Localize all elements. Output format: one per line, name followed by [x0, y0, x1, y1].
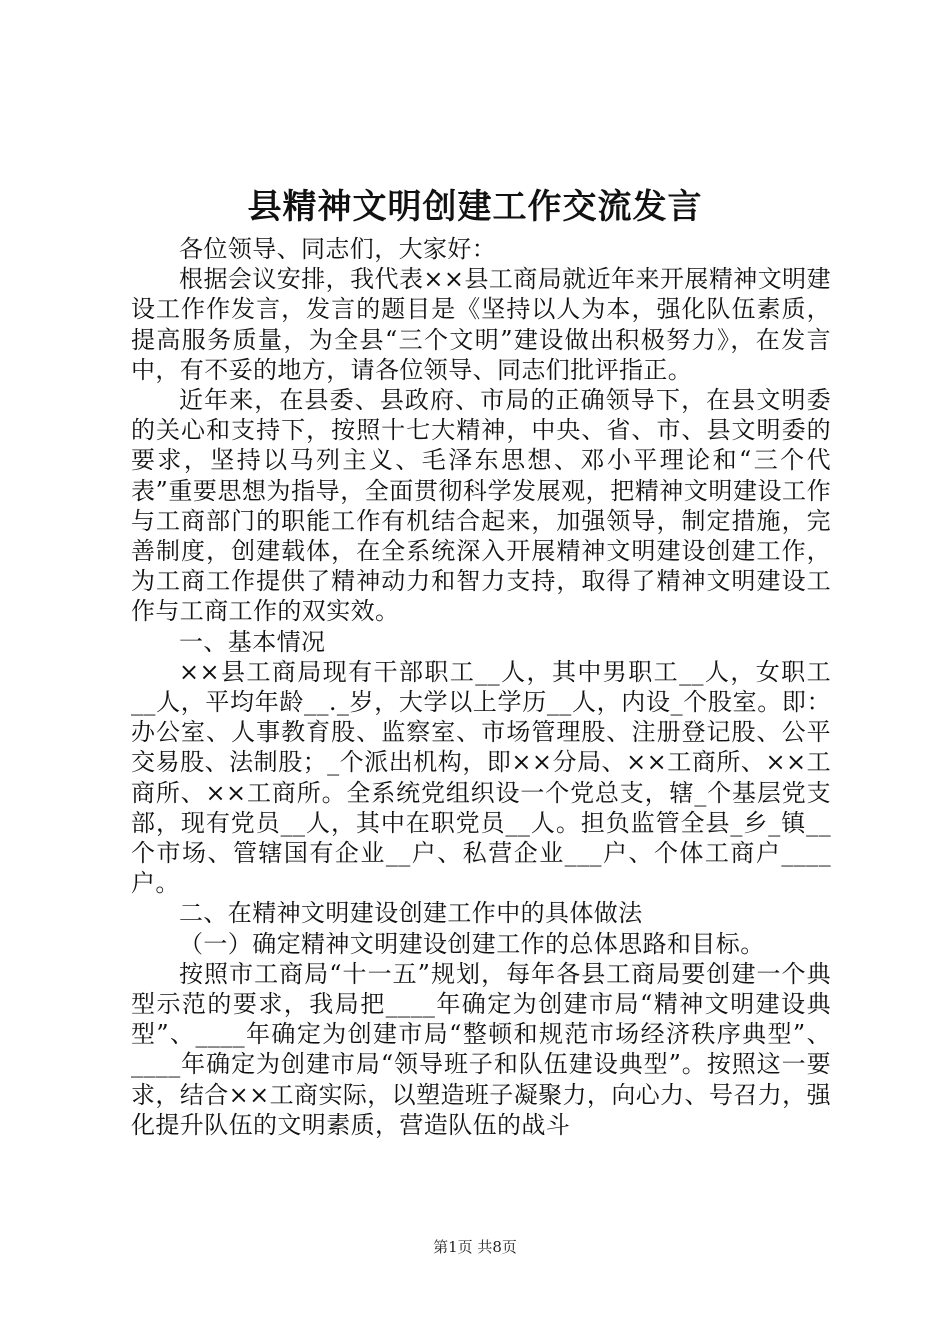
subsection-heading-goals: （一）确定精神文明建设创建工作的总体思路和目标。 [179, 929, 765, 958]
background-paragraph: 近年来，在县委、县政府、市局的正确领导下，在县文明委的关心和支持下，按照十七大精神，中央、省、市、县文明委的要求，坚持以马列主义、毛泽东思想、邓小平理论和“三个代表”重要思想为指导，全面贯彻科学发展观，把精神文明建设工作与工商部门的职能工作有机结合起来，加强领导，制定措施，完善制度，创建载体，在全系统深入开展精神文明建设创建工作，为工商工作提供了精神动力和智力支持，取得了精神文明建设工作与工商工作的双实效。 [131, 386, 831, 626]
intro-paragraph: 根据会议安排，我代表××县工商局就近年来开展精神文明建设工作作发言，发言的题目是《坚持以人为本，强化队伍素质，提高服务质量，为全县“三个文明”建设做出积极努力》，在发言中，有不妥的地方，请各位领导、同志们批评指正。 [131, 265, 831, 384]
document-title: 县精神文明创建工作交流发言 [247, 187, 703, 227]
goals-paragraph: 按照市工商局“十一五”规划，每年各县工商局要创建一个典型示范的要求，我局把____年确定为创建市局“精神文明建设典型”、____年确定为创建市局“整顿和规范市场经济秩序典型”、____年确定为创建市局“领导班子和队伍建设典型”。按照这一要求，结合××工商实际，以塑造班子凝聚力，向心力、号召力，强化提升队伍的文明素质，营造队伍的战斗 [131, 959, 831, 1139]
basic-situation-paragraph: ××县工商局现有干部职工__人，其中男职工__人，女职工__人，平均年龄__._岁，大学以上学历__人，内设_个股室。即：办公室、人事教育股、监察室、市场管理股、注册登记股、公平交易股、法制股；_个派出机构，即××分局、××工商所、××工商所、××工商所。全系统党组织设一个党总支，辖_个基层党支部，现有党员__人，其中在职党员__人。担负监管全县_乡_镇__个市场、管辖国有企业__户、私营企业___户、个体工商户____户。 [131, 657, 831, 898]
greeting-paragraph: 各位领导、同志们，大家好： [179, 235, 497, 263]
section-heading-practices: 二、在精神文明建设创建工作中的具体做法 [179, 899, 643, 928]
document-body [131, 234, 831, 1140]
page-number-footer: 第1页 共8页 [433, 1238, 517, 1256]
section-heading-basic-situation: 一、基本情况 [179, 627, 326, 656]
